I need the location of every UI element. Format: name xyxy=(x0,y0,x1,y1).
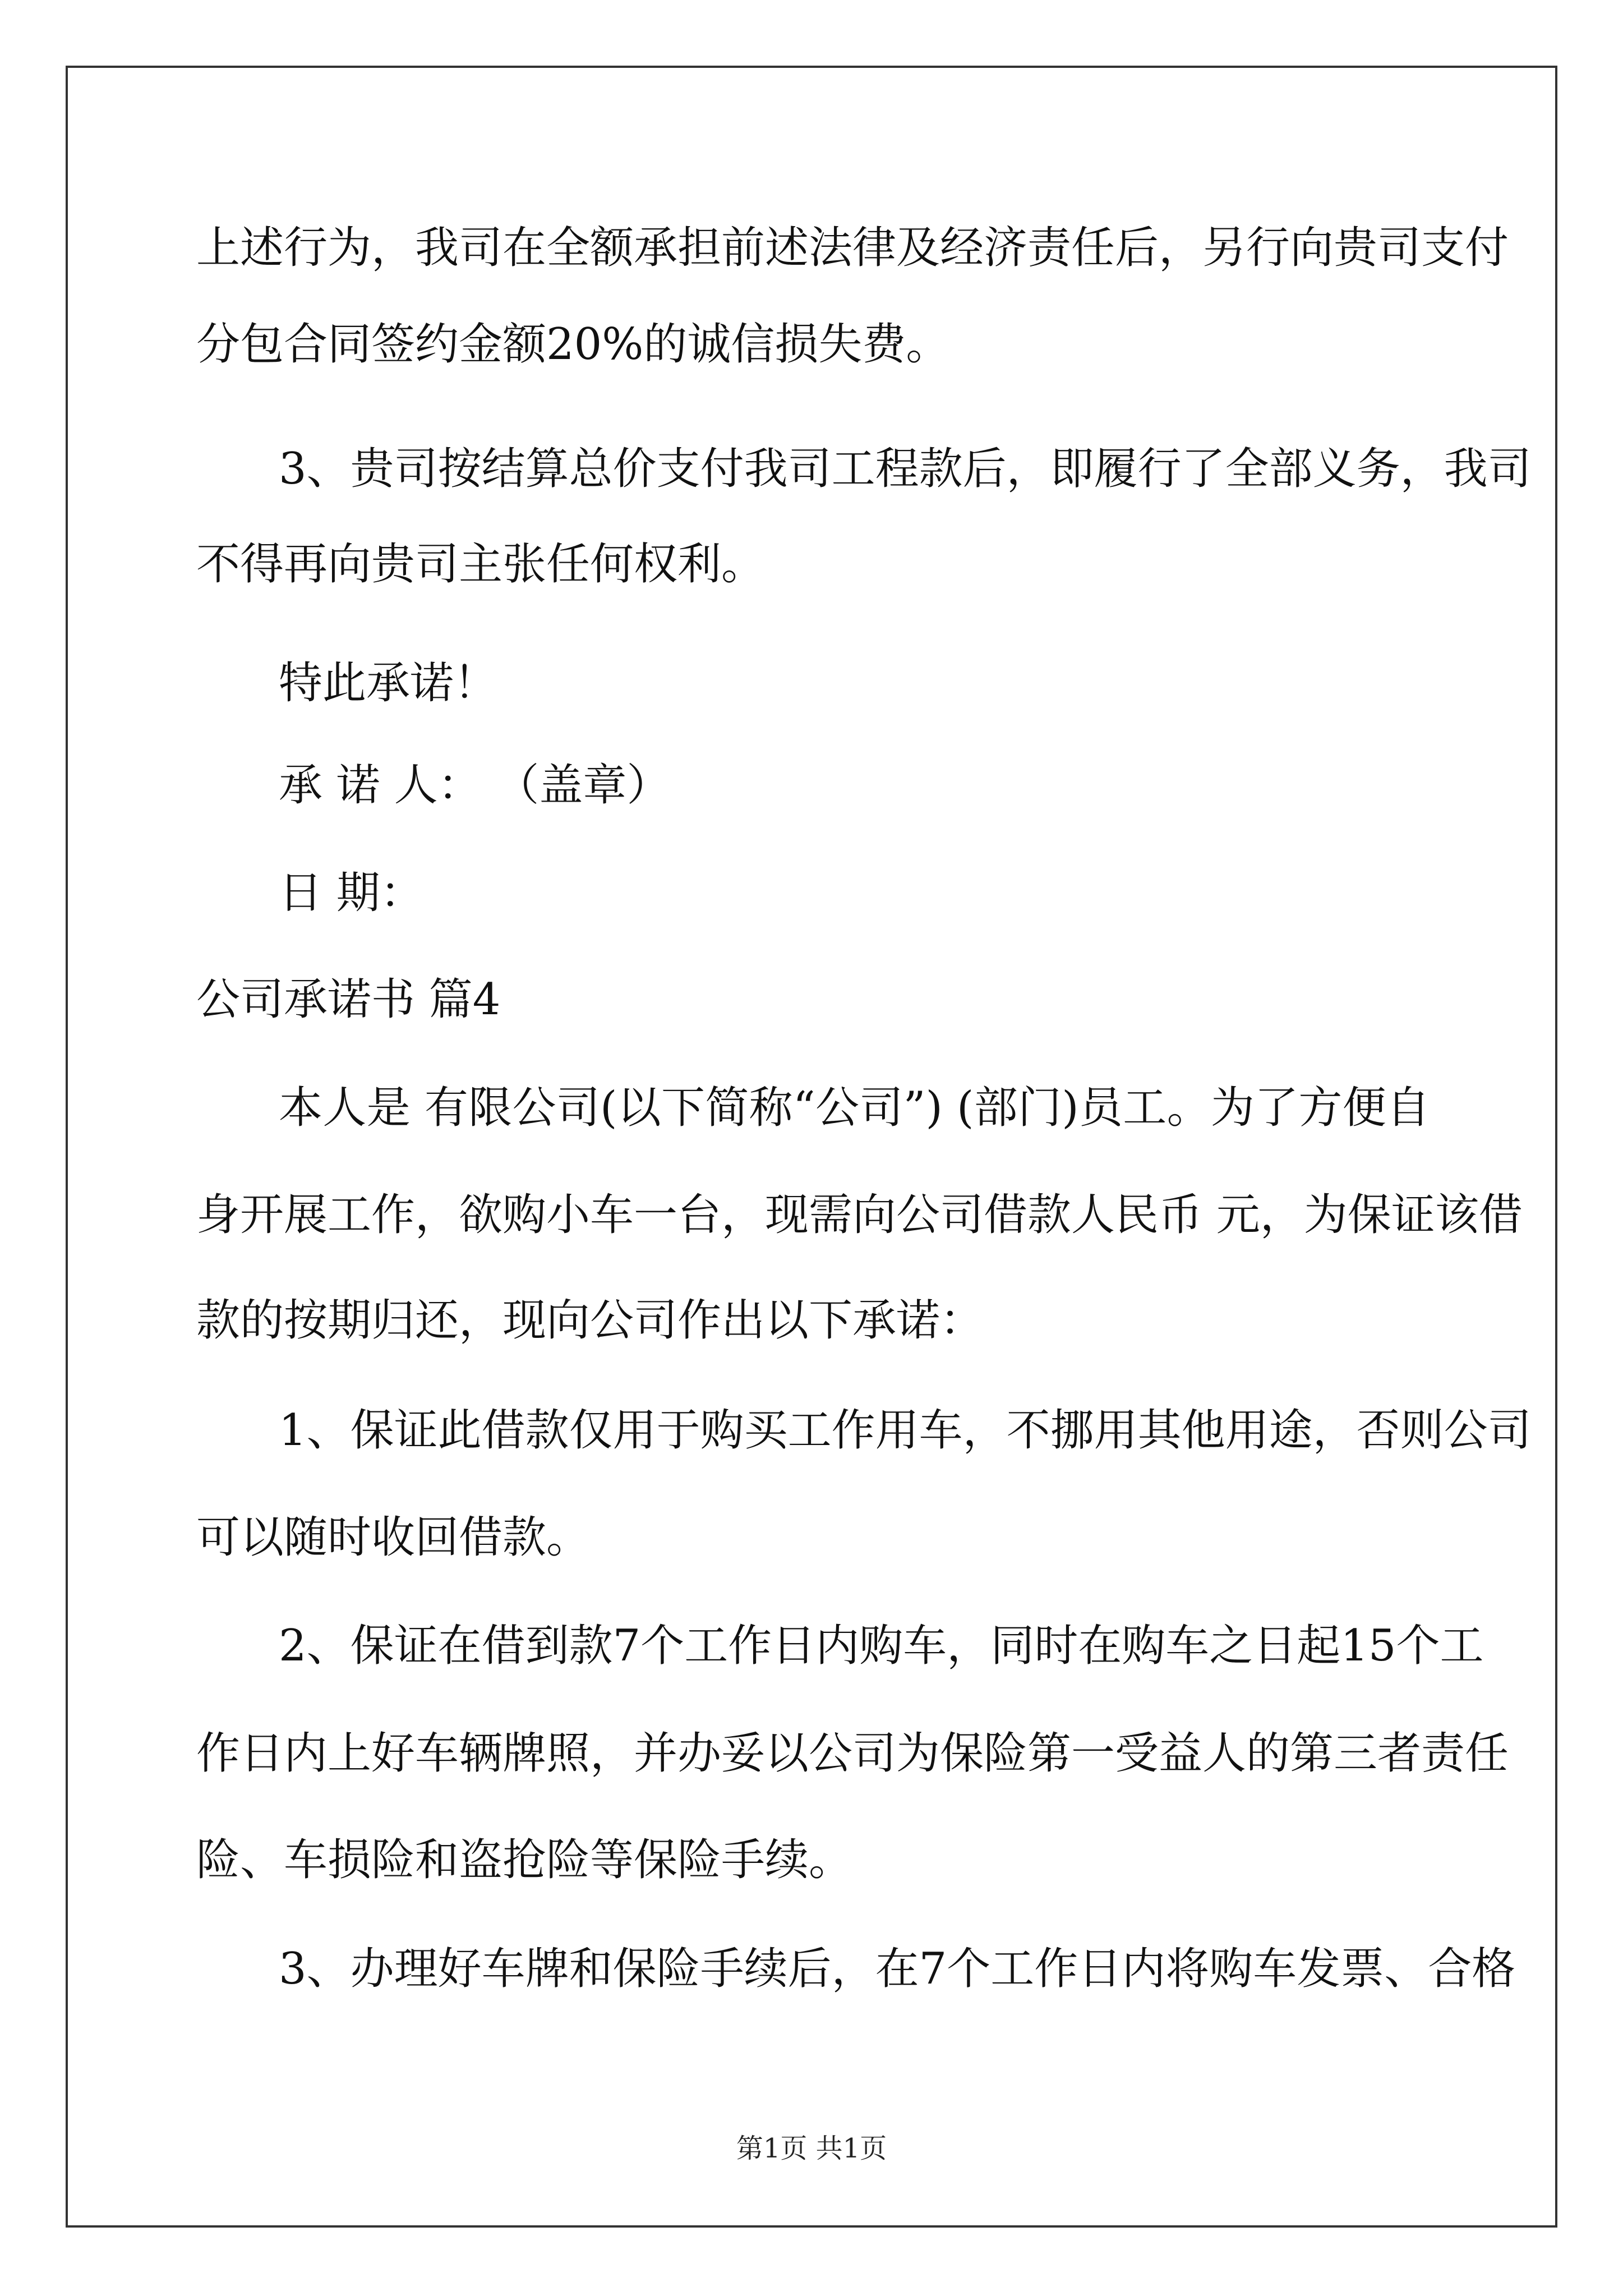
page-border xyxy=(66,66,1557,2228)
text-line: 分包合同签约金额20%的诚信损失费。 xyxy=(196,319,950,370)
page-footer: 第1页 共1页 xyxy=(736,2133,887,2164)
text-line: 上述行为，我司在全额承担前述法律及经济责任后，另行向贵司支付 xyxy=(196,223,1509,273)
text-line: 3、办理好车牌和保险手续后，在7个工作日内将购车发票、合格 xyxy=(279,1944,1516,1994)
signatory-line: 承 诺 人： （盖章） xyxy=(279,760,671,811)
text-line: 本人是 有限公司(以下简称“公司”) (部门)员工。为了方便自 xyxy=(279,1083,1430,1133)
text-line: 身开展工作，欲购小车一台，现需向公司借款人民币 元，为保证该借 xyxy=(196,1190,1523,1240)
text-line: 3、贵司按结算总价支付我司工程款后，即履行了全部义务，我司 xyxy=(279,444,1532,494)
text-line: 作日内上好车辆牌照，并办妥以公司为保险第一受益人的第三者责任 xyxy=(196,1728,1509,1779)
text-line: 2、保证在借到款7个工作日内购车，同时在购车之日起15个工 xyxy=(279,1621,1484,1671)
section-heading: 公司承诺书 篇4 xyxy=(196,974,501,1025)
text-line: 可以随时收回借款。 xyxy=(196,1512,591,1563)
text-line: 险、车损险和盗抢险等保险手续。 xyxy=(196,1835,853,1885)
text-line: 1、保证此借款仅用于购买工作用车，不挪用其他用途，否则公司 xyxy=(279,1405,1532,1456)
date-line: 日 期： xyxy=(279,868,424,918)
text-line: 款的按期归还，现向公司作出以下承诺： xyxy=(196,1295,984,1346)
text-line: 不得再向贵司主张任何权利。 xyxy=(196,539,766,590)
text-line: 特此承诺！ xyxy=(279,658,498,708)
